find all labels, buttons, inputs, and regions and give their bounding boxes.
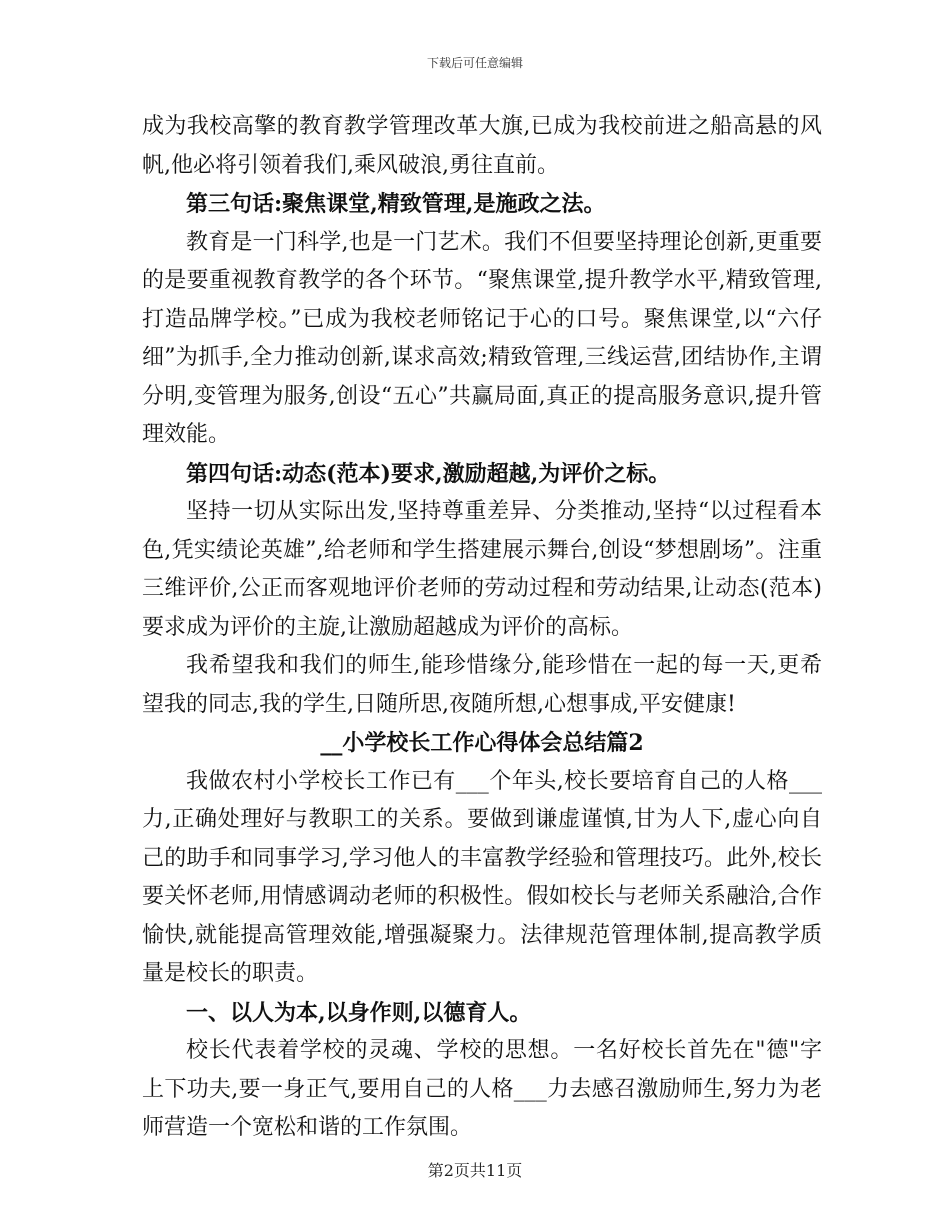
page-header: 下载后可任意编辑: [426, 56, 523, 70]
paragraph: 成为我校高擎的教育教学管理改革大旗,已成为我校前进之船高悬的风帆,他必将引领着我们,乘风破浪,勇往直前。: [142, 114, 822, 178]
paragraph: 我希望我和我们的师生,能珍惜缘分,能珍惜在一起的每一天,更希望我的同志,我的学生,日随所思,夜随所想,心想事成,平安健康!: [142, 653, 822, 717]
section-heading: 第四句话:动态(范本)要求,激励超越,为评价之标。: [186, 460, 671, 487]
section-heading: 第三句话:聚焦课堂,精致管理,是施政之法。: [186, 191, 606, 217]
article-title: __小学校长工作心得体会总结篇2: [320, 730, 644, 756]
document-body: [142, 108, 822, 1148]
paragraph: 我做农村小学校长工作已有___个年头,校长要培育自己的人格___力,正确处理好与教职工的关系。要做到谦虚谨慎,甘为人下,虚心向自己的助手和同事学习,学习他人的丰富教学经验和管理技巧。此外,校长要关怀老师,用情感调动老师的积极性。假如校长与老师关系融洽,合作愉快,就能提高管理效能,增强凝聚力。法律规范管理体制,提高教学质量是校长的职责。: [142, 768, 822, 986]
paragraph: 校长代表着学校的灵魂、学校的思想。一名好校长首先在"德"字上下功夫,要一身正气,要用自己的人格___力去感召激励师生,努力为老师营造一个宽松和谐的工作氛围。: [142, 1038, 822, 1140]
section-heading: 一、以人为本,以身作则,以德育人。: [186, 999, 532, 1026]
page-footer: 第2页共11页: [427, 1161, 523, 1180]
paragraph: 坚持一切从实际出发,坚持尊重差异、分类推动,坚持“以过程看本色,凭实绩论英雄”,给老师和学生搭建展示舞台,创设“梦想剧场”。注重三维评价,公正而客观地评价老师的劳动过程和劳动结果,让动态(范本)要求成为评价的主旋,让激励超越成为评价的高标。: [142, 499, 822, 640]
paragraph: 教育是一门科学,也是一门艺术。我们不但要坚持理论创新,更重要的是要重视教育教学的各个环节。“聚焦课堂,提升教学水平,精致管理,打造品牌学校。”已成为我校老师铭记于心的口号。聚焦课堂,以“六仔细”为抓手,全力推动创新,谋求高效;精致管理,三线运营,团结协作,主谓分明,变管理为服务,创设“五心”共赢局面,真正的提高服务意识,提升管理效能。: [142, 229, 822, 447]
